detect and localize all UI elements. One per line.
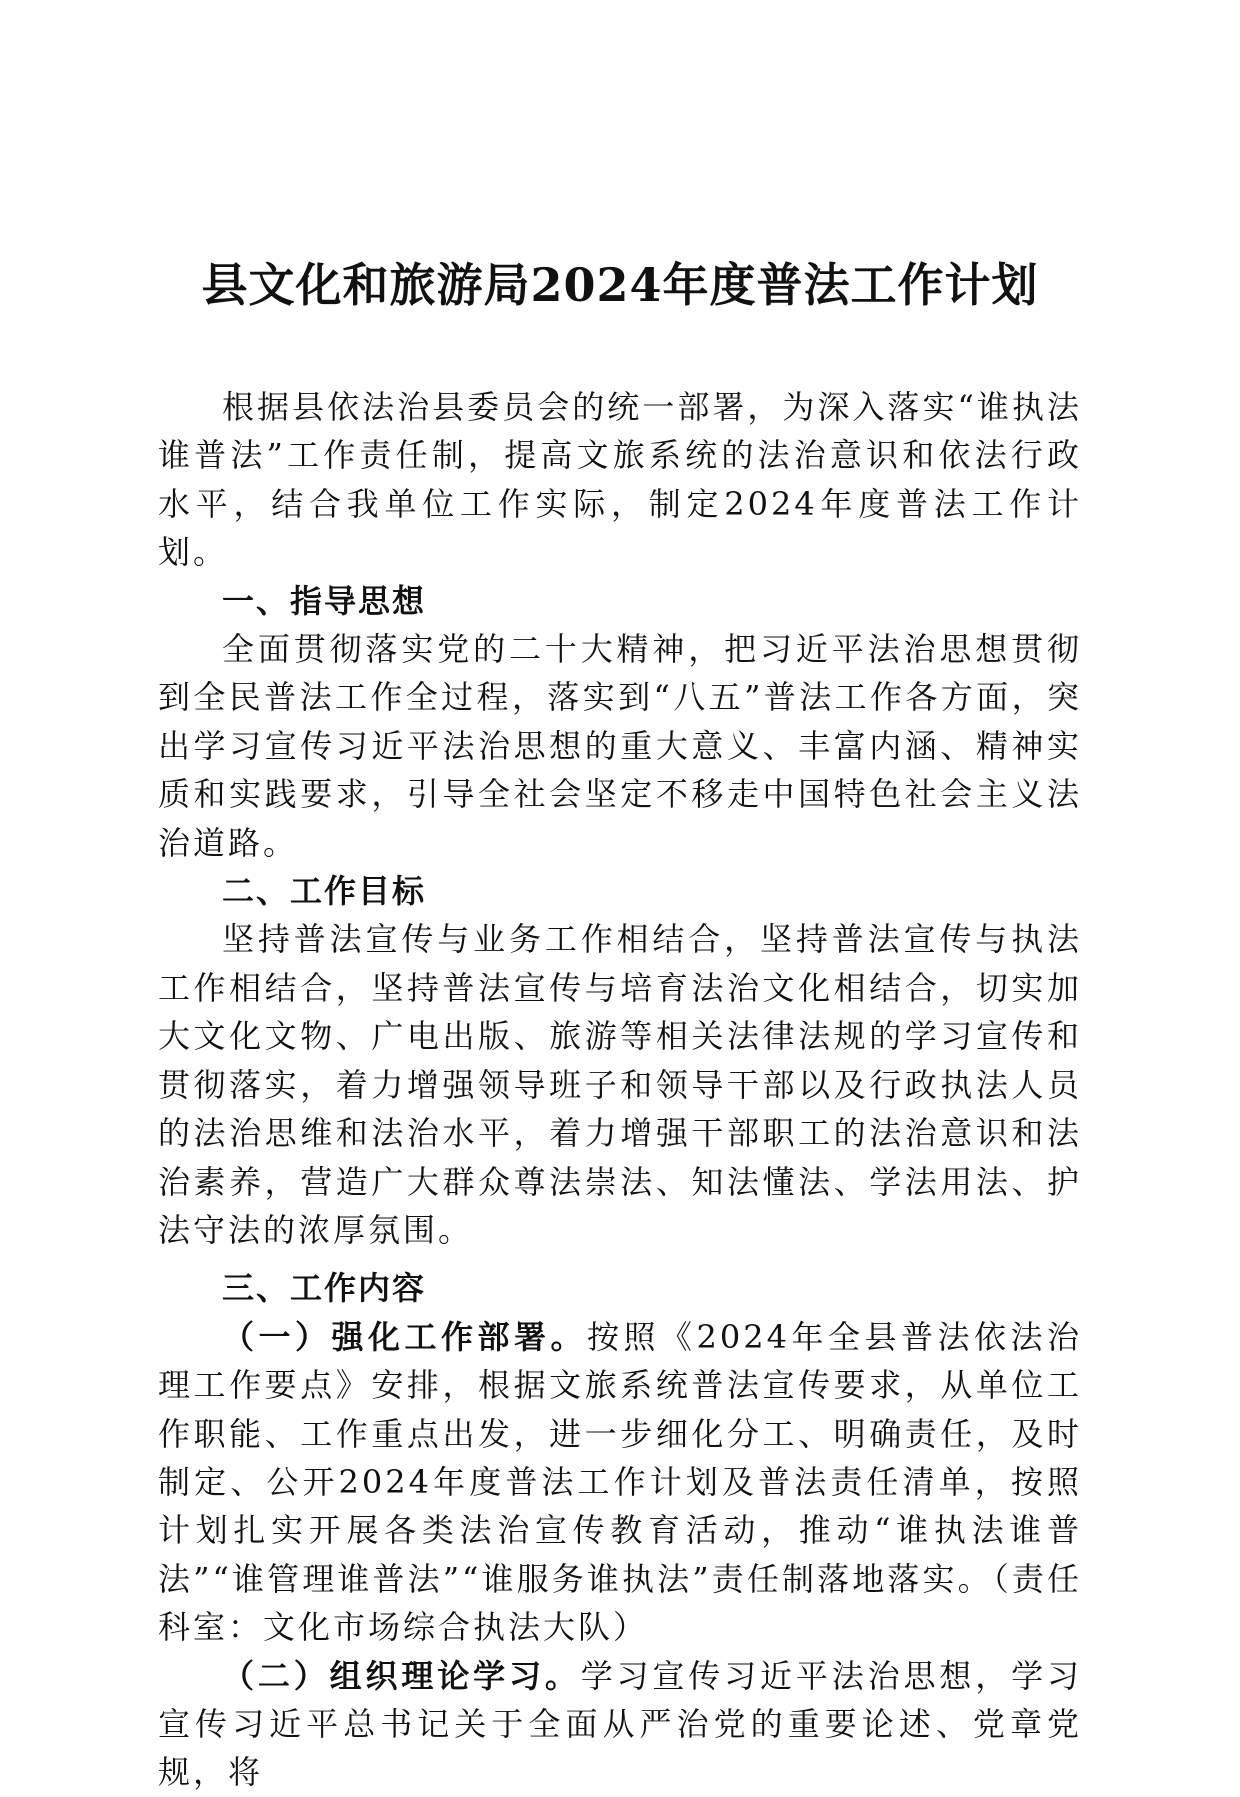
section-heading-work-goals: 二、工作目标 [222, 872, 427, 911]
document-title: 县文化和旅游局2024年度普法工作计划 [201, 258, 1039, 312]
section-paragraph-work-goals: 坚持普法宣传与业务工作相结合，坚持普法宣传与执法工作相结合，坚持普法宣传与培育法治文化相结合，切实加大文化文物、广电出版、旅游等相关法律法规的学习宣传和贯彻落实，着力增强领导班子和领导干部以及行政执法人员的法治思维和法治水平，着力增强干部职工的法治意识和法治素养，营造广大群众尊法崇法、知法懂法、学法用法、护法守法的浓厚氛围。 [158, 920, 1082, 1249]
item-paragraph-strengthen-deployment [158, 1313, 1082, 1652]
item-lead-theory-study: （二）组织理论学习。 [222, 1656, 581, 1695]
item-body-strengthen-deployment: 按照《2024年全县普法依法治理工作要点》安排，根据文旅系统普法宣传要求，从单位工作职能、工作重点出发，进一步细化分工、明确责任，及时制定、公开2024年度普法工作计划及普法责任清单，按照计划扎实开展各类法治宣传教育活动，推动“谁执法谁普法”“谁管理谁普法”“谁服务谁执法”责任制落地落实。（责任科室：文化市场综合执法大队） [158, 1317, 1082, 1647]
item-lead-strengthen-deployment: （一）强化工作部署。 [222, 1317, 588, 1356]
document-body [158, 383, 1082, 1797]
item-paragraph-theory-study [158, 1652, 1082, 1797]
intro-paragraph: 根据县依法治县委员会的统一部署，为深入落实“谁执法谁普法”工作责任制，提高文旅系统的法治意识和依法行政水平，结合我单位工作实际，制定2024年度普法工作计划。 [158, 388, 1082, 572]
section-heading-guiding-ideology: 一、指导思想 [222, 581, 427, 620]
section-paragraph-guiding-ideology: 全面贯彻落实党的二十大精神，把习近平法治思想贯彻到全民普法工作全过程，落实到“八五”普法工作各方面，突出学习宣传习近平法治思想的重大意义、丰富内涵、精神实质和实践要求，引导全社会坚定不移走中国特色社会主义法治道路。 [158, 630, 1082, 862]
item-body-theory-study: 学习宣传习近平法治思想，学习宣传习近平总书记关于全面从严治党的重要论述、党章党规，将 [158, 1656, 1082, 1792]
section-heading-work-content: 三、工作内容 [222, 1269, 427, 1308]
